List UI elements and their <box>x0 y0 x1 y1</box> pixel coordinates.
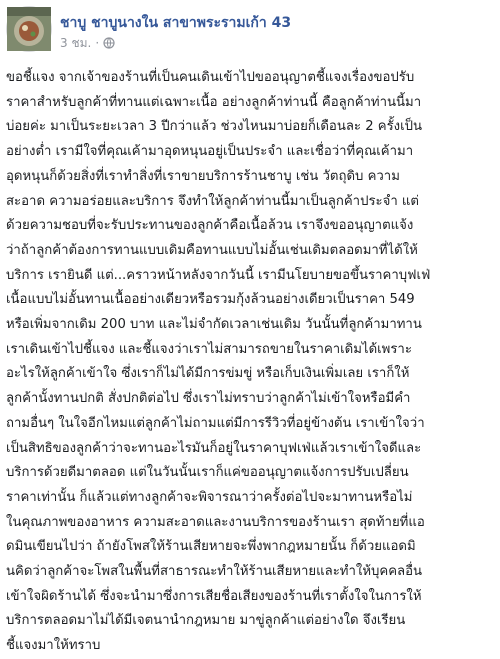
post-text-line: สะอาด ความอร่อยและบริการ จึงทำให้ลูกค้าท่านนี้มาเป็นลูกค้าประจำ แต่ <box>6 193 419 209</box>
post-timestamp[interactable]: 3 ชม. <box>60 36 92 50</box>
post-text-line: ลูกค้านั้งทานปกติ สั่งปกติต่อไป ซึ่งเราไม่ทราบว่าลูกค้าไม่เข้าใจหรือมีคำ <box>6 391 411 407</box>
post-text-line: ถามอื่นๆ ในใจอีกไหมแต่ลูกค้าไม่ถามแต่มีการรีวิวที่อยู่ข้างต้น เราเข้าใจว่า <box>6 415 425 431</box>
post-text-line: เข้าใจผิดร้านได้ ซึ่งจะนำมาซึ่งการเสียชื่อเสียงของร้านที่เราตั้งใจในการให้ <box>6 588 422 604</box>
post-text-line: ราคาสำหรับลูกค้าที่ทานแต่เฉพาะเนื้อ อย่างลูกค้าท่านนี้ คือลูกค้าท่านนี้มา <box>6 94 422 110</box>
post-header <box>6 6 494 54</box>
post-text-line: ว่าถ้าลูกค้าต้องการทานแบบเดิมคือทานแบบไม่อั้นเช่นเดิมตลอดมาที่ได้ให้ <box>6 242 418 258</box>
post-text-line: หรือเพิ่มจากเดิม 200 บาท และไม่จำกัดเวลาเช่นเดิม วันนั้นที่ลูกค้ามาทาน <box>6 317 422 333</box>
post-text <box>6 66 494 654</box>
post-text-line: ดมินเขียนไปว่า ถ้ายังโพสให้ร้านเสียหายจะพึ่งพากฎหมายนั้น ก็ด้วยแอดมิ <box>6 539 416 555</box>
post-text-line: อะไรให้ลูกค้าเข้าใจ ซึ่งเราก็ไม่ได้มีการข่มขู่ หรือเก็บเงินเพิ่มเลย เราก็ให้ <box>6 366 410 382</box>
post-text-line: นคิดว่าลูกค้าจะโพสในพื้นที่สาธารณะทำให้ร้านเสียหายและทำให้บุคคลอื่น <box>6 564 423 580</box>
post-text-line: บ่อยค่ะ มาเป็นระยะเวลา 3 ปีกว่าแล้ว ช่วงไหนมาบ่อยก็เดือนละ 2 ครั้งเป็น <box>6 119 423 135</box>
globe-icon[interactable] <box>103 37 115 52</box>
post-text-line: เราเดินเข้าไปชี้แจง และชี้แจงว่าเราไม่สามารถขายในราคาเดิมได้เพราะ <box>6 341 412 357</box>
post-text-line: บริการ เรายินดี แต่...คราวหน้าหลังจากวันนี้ เรามีนโยบายขอขึ้นราคาบุฟเฟ่ <box>6 267 431 283</box>
post-text-line: เนื้อแบบไม่อั้นทานเนื้ออย่างเดียวหรือรวมกุ้งล้วนอย่างเดียวเป็นราคา 549 <box>6 292 415 308</box>
post-meta: 3 ชม. · <box>60 34 115 53</box>
post-text-line: บริการด้วยดีมาตลอด แต่ในวันนั้นเราก็แค่ขออนุญาตแจ้งการปรับเปลี่ยน <box>6 465 409 481</box>
post-text-line: ชี้แจงมาให้ทราบ <box>6 638 101 654</box>
post-text-line: บริการตลอดมาไม่ได้มีเจตนานำกฎหมาย มาขู่ลูกค้าแต่อย่างใด จึงเรียน <box>6 613 406 629</box>
post-text-line: ราคาเท่านั้น ก็แล้วแต่ทางลูกค้าจะพิจารณาว่าครั้งต่อไปจะมาทานหรือไม่ <box>6 489 413 505</box>
post-text-line: เป็นสิทธิของลูกค้าว่าจะทานอะไรมันก็อยู่ในราคาบุฟเฟ่แล้วเราเข้าใจดีและ <box>6 440 422 456</box>
post-text-line: อุดหนุนก็ด้วยสิ่งที่เราทำสิ่งที่เราขายบริการร้านชาบู เช่น วัตถุดิบ ความ <box>6 168 400 184</box>
page-name-link[interactable]: ชาบู ชาบูนางใน สาขาพระรามเก้า 43 <box>60 15 292 31</box>
post-text-line: อย่างต่ำ เรามีใจที่คุณเค้ามาอุดหนุนอยู่เป็นประจำ และเชื่อว่าที่คุณเค้ามา <box>6 144 414 160</box>
post-text-line: ในคุณภาพของอาหาร ความสะอาดและงานบริการของร้านเรา สุดท้ายที่แอ <box>6 514 425 530</box>
post-text-line: ขอชี้แจง จากเจ้าของร้านที่เป็นคนเดินเข้าไปขออนุญาตชี้แจงเรื่องขอปรับ <box>6 70 415 85</box>
page-avatar[interactable] <box>6 6 52 52</box>
post-text-line: ด้วยความชอบที่จะรับประทานของลูกค้าคือเนื้อล้วน เราจึงขออนุญาตแจ้ง <box>6 218 414 234</box>
